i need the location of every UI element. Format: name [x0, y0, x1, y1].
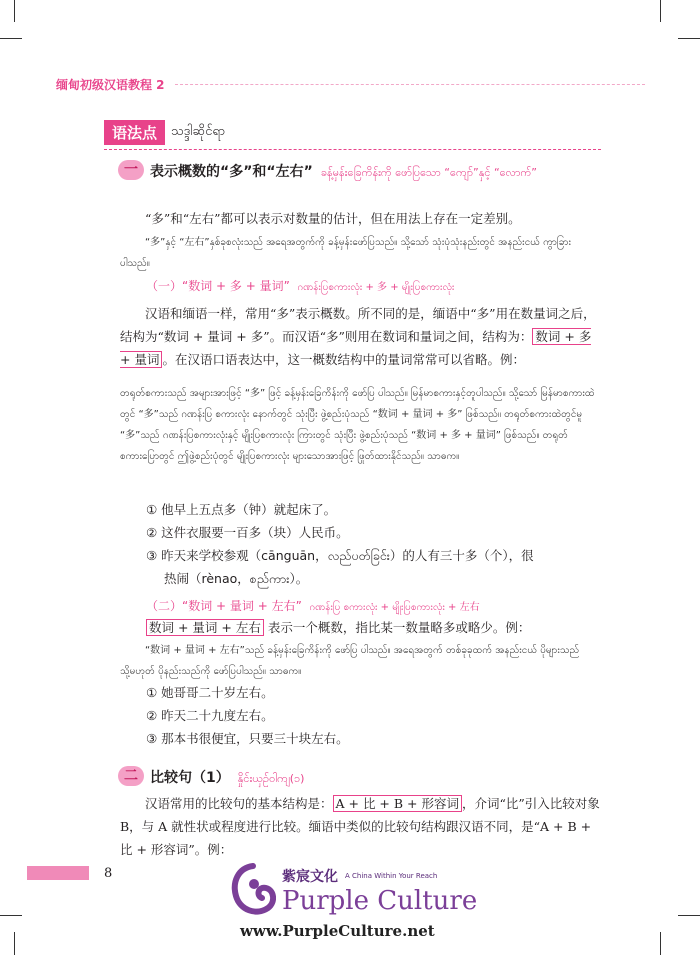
section-title — [104, 120, 225, 144]
paragraph-text: 表示一个概数，指比某一数量略多或略少。例： — [263, 620, 531, 635]
crop-mark — [678, 38, 700, 39]
section-rule — [104, 149, 601, 150]
crop-mark — [0, 915, 22, 916]
crop-mark — [0, 38, 22, 39]
paragraph-my: “多”နှင့် “左右”နှစ်ခုစလုံးသည် အရေအတွက်ကို ခန့်မှန်းဖော်ပြသည်။ သို့သော် သုံးပုံသုံးနည်းတွင် အနည်းငယ် ကွာခြားပါသည်။ — [120, 237, 571, 269]
point-badge: 二 — [118, 766, 144, 786]
paragraph — [146, 616, 600, 639]
point-title: 表示概数的“多”和“左右” — [150, 164, 313, 180]
point-title-my: ခန့်မှန်းခြေကိန်းကို ဖော်ပြသော “ကျော်”နှင့် “လောက်” — [320, 166, 537, 179]
paragraph — [120, 792, 600, 861]
point-badge: 一 — [118, 160, 144, 180]
sub-heading-title-my: ဂဏန်းပြစကားလုံး + 多 + မျိုးပြစကားလုံး — [297, 282, 455, 293]
watermark — [230, 862, 530, 947]
crop-mark — [678, 915, 700, 916]
example: ① 她哥哥二十岁左右。 — [146, 685, 274, 700]
sub-heading-title-my: ဂဏန်းပြ စကားလုံး + မျိုးပြစကားလုံး + 左右 — [309, 602, 480, 613]
point-heading — [150, 767, 304, 788]
watermark-brand: Purple Culture — [282, 886, 478, 916]
section-subtitle: သဒ္ဒါဆိုင်ရာ — [171, 123, 226, 139]
watermark-tagline: A China Within Your Reach — [345, 872, 438, 880]
sub-heading-title: （二）“数词 + 量词 + 左右” — [146, 599, 302, 613]
example: ③ 昨天来学校参观（cānguān，လည်ပတ်ခြင်း）的人有三十多（个），很 — [146, 548, 534, 563]
header-rule — [175, 84, 645, 85]
paragraph: “多”和“左右”都可以表示对数量的估计，但在用法上存在一定差别。 — [145, 211, 521, 226]
watermark-url: www.PurpleCulture.net — [240, 922, 435, 940]
sub-heading — [146, 277, 454, 295]
crop-mark — [14, 0, 15, 22]
section-title-label: 语法点 — [104, 120, 165, 145]
paragraph-text: 汉语常用的比较句的基本结构是： — [145, 796, 333, 811]
example: ② 昨天二十九度左右。 — [146, 708, 274, 723]
crop-mark — [14, 932, 15, 955]
paragraph-my: တရုတ်စကားသည် အများအားဖြင့် “多” ဖြင့် ခန့်မှန်းခြေကိန်းကို ဖော်ပြ ပါသည်။ မြန်မာစကားနှင့်တူပါသည်။ သို့သော် မြန်မာစကားထဲတွင် “多”သည် ဂဏန်းပြ စကားလုံး နောက်တွင် သုံးပြီး ဖွဲ့စည်းပုံသည် “数词 + 量词 + 多” ဖြစ်သည်။ တရုတ်စကားထဲတွင်မူ “多”သည် ဂဏန်းပြစကားလုံးနှင့် မျိုးပြစကားလုံး ကြားတွင် သုံးပြီး ဖွဲ့စည်းပုံသည် “数词 + 多 + 量词” ဖြစ်သည်။ တရုတ်စကားပြောတွင် ဤဖွဲ့စည်းပုံတွင် မျိုးပြစကားလုံး များသောအားဖြင့် ဖြုတ်ထားနိုင်သည်။ သာဓက။ — [120, 388, 595, 462]
paragraph-text: 汉语和缅语一样，常用“多”表示概数。所不同的是，缅语中“多”用在数量词之后，结构为“数词 + 量词 + 多”。而汉语“多”则用在数词和量词之间，结构为： — [120, 306, 596, 344]
example: 热闹（rènao，စည်ကား）。 — [164, 571, 309, 586]
book-title: 缅甸初级汉语教程 2 — [56, 78, 165, 92]
point-title: 比较句（1） — [150, 770, 230, 786]
paragraph-my: “数词 + 量词 + 左右”သည် ခန့်မှန်းခြေကိန်းကို ဖော်ပြ ပါသည်။ အရေအတွက် တစ်ခုခုထက် အနည်းငယ် ပိုများသည် သို့မဟုတ် ပိုနည်းသည်ကို ဖော်ပြပါသည်။ သာဓက။ — [120, 645, 580, 677]
formula-box: 数词 + 多 + 量词 — [120, 329, 592, 367]
page-marker — [27, 866, 89, 880]
example: ① 他早上五点多（钟）就起床了。 — [146, 502, 337, 517]
paragraph — [120, 302, 600, 371]
point-heading — [150, 161, 600, 184]
watermark-brand-cn: 紫宸文化 — [282, 869, 338, 885]
formula-box: 数词 + 量词 + 左右 — [146, 619, 264, 636]
sub-heading-title: （一）“数词 + 多 + 量词” — [146, 279, 290, 293]
example: ② 这件衣服要一百多（块）人民币。 — [146, 525, 349, 540]
purple-culture-logo-icon — [230, 862, 276, 918]
paragraph-text: ，介词“比”引入比较对象 B，与 A 就性状或程度进行比较。缅语中类似的比较句结构跟汉语不同，是“A + B + 比 + 形容词”。例： — [120, 796, 600, 857]
crop-mark — [660, 932, 661, 955]
paragraph-text: 。在汉语口语表达中，这一概数结构中的量词常常可以省略。例： — [162, 352, 525, 367]
sub-heading — [146, 597, 480, 615]
point-title-my: နှိုင်းယှဉ်ဝါကျ(၁) — [237, 772, 305, 785]
page-number: 8 — [104, 866, 113, 881]
formula-box: A + 比 + B + 形容词 — [333, 795, 462, 812]
example: ③ 那本书很便宜，只要三十块左右。 — [146, 731, 349, 746]
crop-mark — [660, 0, 661, 22]
